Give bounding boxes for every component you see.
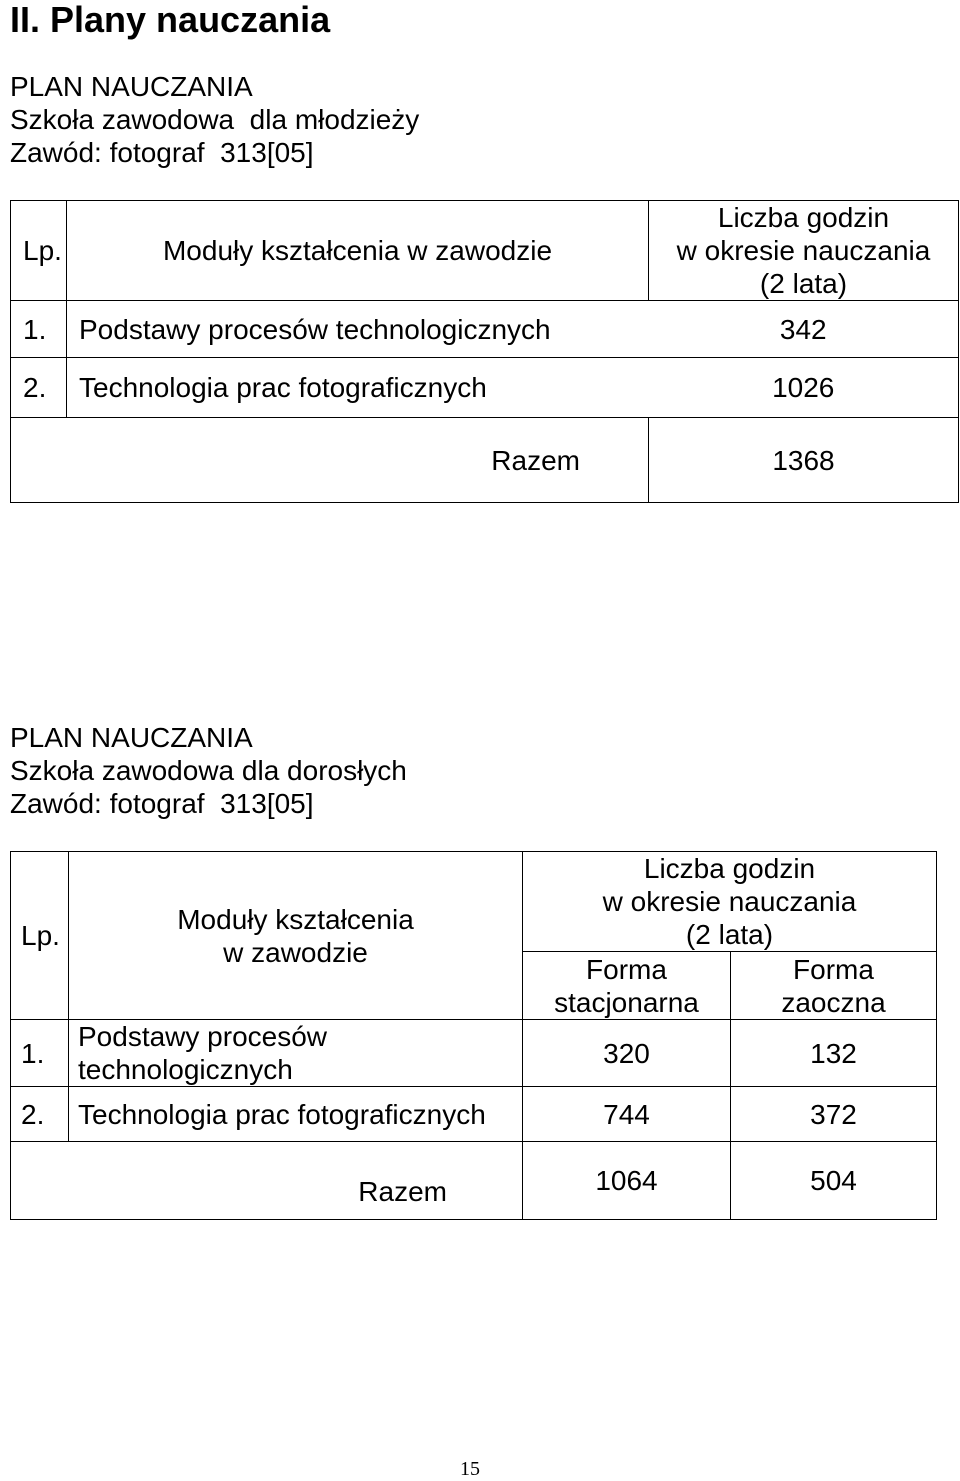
header-hours-line: w okresie nauczania [676, 235, 931, 266]
page-number: 15 [460, 1458, 480, 1480]
hours-cell [649, 358, 959, 418]
header-lp-cell [11, 852, 69, 1020]
lp-cell [11, 301, 67, 358]
header-hours-line: Liczba godzin [717, 202, 890, 233]
total-part-time-cell [731, 1142, 937, 1220]
table-row [11, 358, 959, 418]
full-time-hours-cell [523, 1087, 731, 1142]
header-module-line: Moduły kształcenia [177, 903, 414, 935]
table-total-row [11, 1142, 937, 1220]
total-hours-value: 1368 [772, 444, 835, 476]
header-module-line: w zawodzie [223, 936, 368, 968]
total-label-cell [11, 1142, 523, 1220]
plan-heading-label: PLAN NAUCZANIA [10, 722, 253, 753]
header-module-cell [69, 852, 523, 1020]
header-full-time-cell [523, 952, 731, 1020]
table-header-row [11, 201, 959, 301]
module-name: Technologia prac fotograficznych [79, 372, 487, 403]
plan-adults-table [10, 851, 937, 1220]
total-hours-cell [649, 418, 959, 503]
lp-value: 1. [21, 1037, 45, 1069]
full-time-hours-value: 320 [603, 1037, 650, 1069]
plan-heading-label: PLAN NAUCZANIA [10, 71, 253, 102]
header-hours-line: w okresie nauczania [602, 886, 857, 917]
module-cell [69, 1020, 523, 1087]
module-cell [67, 358, 649, 418]
part-time-hours-cell [731, 1020, 937, 1087]
header-module-label: Moduły kształcenia w zawodzie [162, 235, 553, 266]
lp-cell [11, 1020, 69, 1087]
table-row [11, 1020, 937, 1087]
header-part-time-line: zaoczna [781, 986, 886, 1018]
total-full-time-cell [523, 1142, 731, 1220]
plan-youth-table [10, 200, 959, 503]
table-header-row [11, 852, 937, 952]
plan-adults-heading [10, 721, 407, 820]
plan-school-type: Szkoła zawodowa dla dorosłych [10, 755, 407, 786]
page-title: II. Plany nauczania [10, 0, 331, 40]
full-time-hours-value: 744 [603, 1098, 650, 1130]
module-cell [69, 1087, 523, 1142]
header-full-time-line: stacjonarna [554, 986, 699, 1018]
full-time-hours-cell [523, 1020, 731, 1087]
module-name-line: technologicznych [78, 1054, 293, 1085]
part-time-hours-value: 372 [810, 1098, 857, 1130]
table-total-row [11, 418, 959, 503]
header-lp-label: Lp. [23, 235, 62, 266]
module-name-line: Podstawy procesów [78, 1021, 328, 1052]
hours-value: 1026 [772, 372, 835, 403]
total-label-cell [11, 418, 649, 503]
lp-cell [11, 358, 67, 418]
module-name: Technologia prac fotograficznych [78, 1098, 486, 1130]
header-hours-cell [649, 201, 959, 301]
header-hours-line: Liczba godzin [643, 853, 816, 884]
table-row [11, 1087, 937, 1142]
header-part-time-cell [731, 952, 937, 1020]
header-lp-label: Lp. [21, 920, 60, 951]
plan-youth-heading [10, 70, 419, 169]
lp-value: 2. [21, 1098, 45, 1130]
hours-value: 342 [779, 313, 827, 345]
table-row [11, 301, 959, 358]
part-time-hours-cell [731, 1087, 937, 1142]
total-label: Razem [358, 1176, 447, 1207]
lp-cell [11, 1087, 69, 1142]
plan-profession: Zawód: fotograf 313[05] [10, 788, 314, 819]
lp-value: 1. [23, 313, 47, 345]
hours-cell [649, 301, 959, 358]
header-hours-cell [523, 852, 937, 952]
header-hours-line: (2 lata) [685, 919, 774, 950]
total-full-time-value: 1064 [595, 1165, 658, 1196]
header-hours-line: (2 lata) [759, 268, 848, 299]
header-full-time-line: Forma [586, 953, 667, 985]
header-lp-cell [11, 201, 67, 301]
plan-school-type: Szkoła zawodowa dla młodzieży [10, 104, 420, 135]
total-label: Razem [491, 444, 580, 476]
part-time-hours-value: 132 [810, 1037, 857, 1069]
plan-profession: Zawód: fotograf 313[05] [10, 137, 314, 168]
module-cell [67, 301, 649, 358]
lp-value: 2. [23, 372, 47, 403]
header-module-cell [67, 201, 649, 301]
module-name: Podstawy procesów technologicznych [79, 313, 551, 345]
total-part-time-value: 504 [810, 1165, 857, 1196]
header-part-time-line: Forma [793, 953, 874, 985]
